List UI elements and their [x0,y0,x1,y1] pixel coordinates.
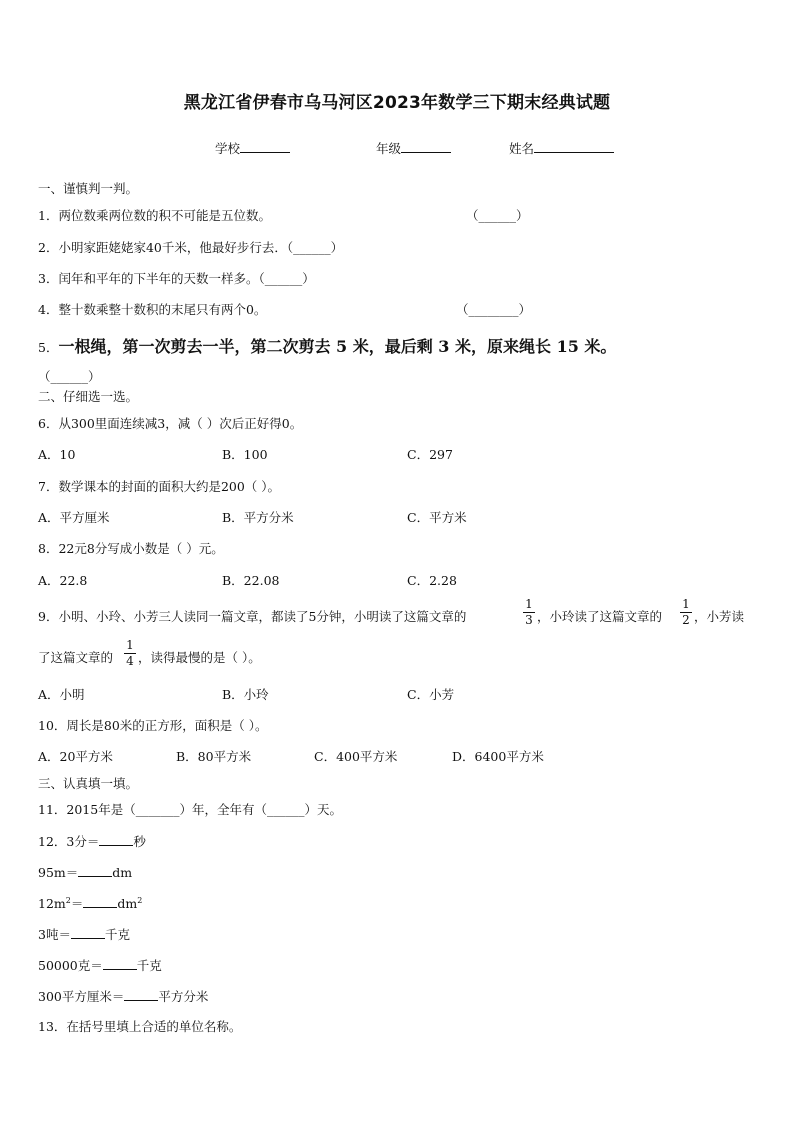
page-title: 黑龙江省伊春市乌马河区2023年数学三下期末经典试题 [183,93,611,113]
section2-heading: 二、仔细选一选。 [38,389,139,404]
q12-line-1: 12．3分＝ 秒 [38,834,146,849]
q12-line-2: 95m＝ dm [38,865,133,880]
grade-field[interactable] [376,140,451,157]
section3-heading: 三、认真填一填。 [38,776,139,791]
q9-option-c[interactable]: C．小芳 [407,687,455,702]
school-label: 学校 [215,141,241,156]
q7-option-c[interactable]: C．平方米 [407,510,467,525]
q10-option-b[interactable]: B．80平方米 [176,749,252,764]
name-blank[interactable] [534,140,614,153]
name-field[interactable] [509,140,614,157]
q12-blank-6[interactable] [124,988,158,1001]
q12-line-5: 50000克＝ 千克 [38,958,162,973]
q9-fraction-quarter: $\frac{1}{4}$ [124,639,136,668]
q9-fraction-third: $\frac{1}{3}$ [523,598,535,627]
q9-text-1: 9．小明、小玲、小芳三人读同一篇文章，都读了5分钟，小明读了这篇文章的 [38,609,467,624]
grade-label: 年级 [376,141,402,156]
q9-text-4: 了这篇文章的 [38,650,114,665]
q6-option-b[interactable]: B．100 [222,447,268,462]
q12-blank-2[interactable] [78,864,112,877]
name-label: 姓名 [509,141,535,156]
q9-text-5: ，读得最慢的是（ ）。 [138,650,261,665]
q6-option-c[interactable]: C．297 [407,447,453,462]
q10-text: 10．周长是80米的正方形，面积是（ ）。 [38,718,268,733]
q4-bracket[interactable]: （________） [456,302,532,317]
q12-line-3: $12m^2= dm^2$ [38,896,143,911]
q6-text: 6．从300里面连续减3，减（ ）次后正好得0。 [38,416,303,431]
q2-text: 2．小明家距姥姥家40千米，他最好步行去．（______） [38,240,344,255]
q1-text: 1．两位数乘两位数的积不可能是五位数。 [38,208,271,223]
q9-option-a[interactable]: A．小明 [38,687,85,702]
q12-line-6: 300平方厘米＝ 平方分米 [38,989,209,1004]
q9-option-b[interactable]: B．小玲 [222,687,269,702]
school-field[interactable] [215,140,290,157]
q7-text: 7．数学课本的封面的面积大约是200（ ）。 [38,479,281,494]
q11-text: 11．2015年是（_______）年，全年有（______）天。 [38,802,342,817]
q9-text-3: ，小芳读 [694,609,745,624]
section1-heading: 一、谨慎判一判。 [38,181,139,196]
school-blank[interactable] [240,140,290,153]
q9-text-2: ，小玲读了这篇文章的 [537,609,663,624]
q13-text: 13．在括号里填上合适的单位名称。 [38,1019,242,1034]
q5-bracket[interactable]: （______） [38,369,101,384]
q8-option-c[interactable]: C．2.28 [407,573,457,588]
q12-blank-3[interactable] [83,895,117,908]
q12-blank-5[interactable] [103,957,137,970]
q10-option-a[interactable]: A．20平方米 [38,749,113,764]
q12-blank-1[interactable] [99,833,133,846]
q1-bracket[interactable]: （______） [466,208,529,223]
grade-blank[interactable] [401,140,451,153]
q10-option-d[interactable]: D．6400平方米 [452,749,544,764]
q12-line-4: 3吨＝ 千克 [38,927,130,942]
q8-option-a[interactable]: A．22.8 [38,573,88,588]
q9-fraction-half: $\frac{1}{2}$ [680,598,692,627]
q12-blank-4[interactable] [71,926,105,939]
q7-option-b[interactable]: B．平方分米 [222,510,294,525]
q7-option-a[interactable]: A．平方厘米 [38,510,110,525]
q8-option-b[interactable]: B．22.08 [222,573,280,588]
q5-text: 5．一根绳，第一次剪去一半，第二次剪去 5 米，最后剩 3 米，原来绳长 15 米。 [38,337,617,356]
q6-option-a[interactable]: A．10 [38,447,76,462]
q10-option-c[interactable]: C．400平方米 [314,749,398,764]
q8-text: 8．22元8分写成小数是（ ）元。 [38,541,224,556]
q3-text: 3．闰年和平年的下半年的天数一样多。（______） [38,271,315,286]
q4-text: 4．整十数乘整十数积的末尾只有两个0。 [38,302,267,317]
